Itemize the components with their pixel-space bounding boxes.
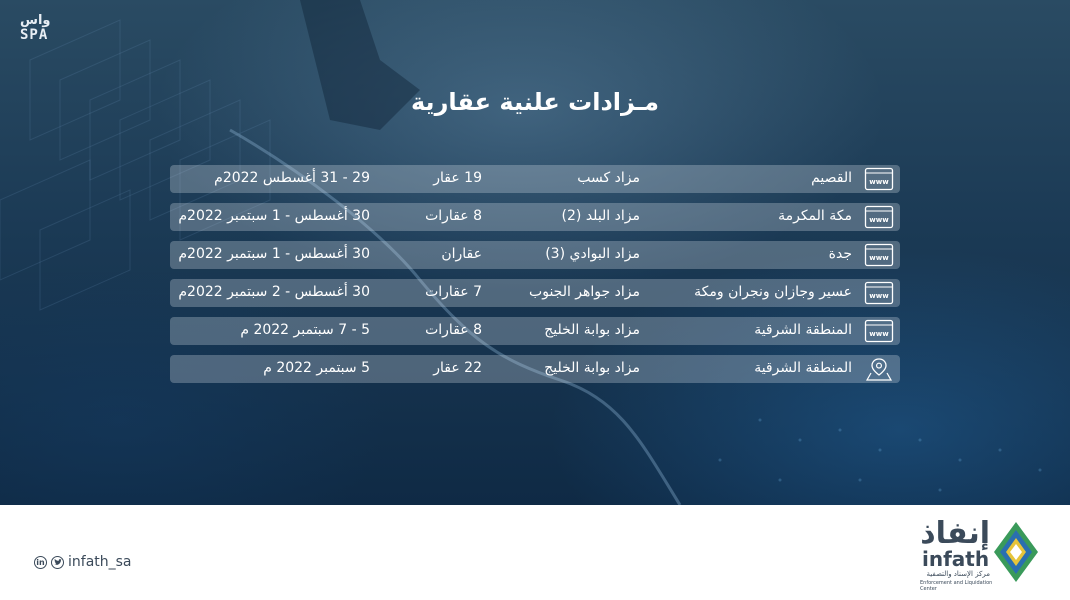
infath-subtitle-arabic: مركز الإسناد والتصفية bbox=[926, 570, 990, 578]
auction-row bbox=[170, 241, 900, 269]
row-dates: 30 أغسطس - 2 سبتمبر 2022م bbox=[178, 284, 370, 300]
row-region: مكة المكرمة bbox=[778, 208, 852, 224]
row-auction-name: مزاد البلد (2) bbox=[561, 208, 640, 224]
row-auction-name: مزاد جواهر الجنوب bbox=[529, 284, 640, 300]
row-auction-name: مزاد بوابة الخليج bbox=[544, 322, 640, 338]
www-icon bbox=[864, 318, 894, 344]
svg-text:www: www bbox=[869, 254, 889, 262]
infath-emblem-icon bbox=[992, 520, 1040, 584]
handle-text[interactable]: infath_sa bbox=[68, 554, 132, 570]
row-region: المنطقة الشرقية bbox=[754, 360, 852, 376]
twitter-icon[interactable] bbox=[51, 556, 64, 569]
www-icon bbox=[864, 242, 894, 268]
social-handle[interactable] bbox=[34, 552, 132, 572]
auction-list bbox=[170, 165, 900, 393]
row-auction-name: مزاد بوابة الخليج bbox=[544, 360, 640, 376]
infath-logo-english: infath bbox=[922, 547, 990, 571]
auction-row bbox=[170, 203, 900, 231]
www-icon bbox=[864, 204, 894, 230]
row-dates: 5 سبتمبر 2022 م bbox=[263, 360, 370, 376]
auction-row bbox=[170, 317, 900, 345]
row-property-count: 8 عقارات bbox=[425, 322, 482, 338]
auction-row bbox=[170, 355, 900, 383]
www-icon bbox=[864, 280, 894, 306]
row-region: المنطقة الشرقية bbox=[754, 322, 852, 338]
row-dates: 30 أغسطس - 1 سبتمبر 2022م bbox=[178, 208, 370, 224]
row-region: القصيم bbox=[811, 170, 852, 186]
infath-subtitle-english: Enforcement and Liquidation Center bbox=[920, 580, 993, 592]
auction-row bbox=[170, 165, 900, 193]
row-region: جدة bbox=[828, 246, 852, 262]
spa-logo bbox=[20, 14, 66, 43]
svg-text:www: www bbox=[869, 216, 889, 224]
row-dates: 5 - 7 سبتمبر 2022 م bbox=[240, 322, 370, 338]
row-auction-name: مزاد البوادي (3) bbox=[545, 246, 640, 262]
row-property-count: 19 عقار bbox=[433, 170, 482, 186]
location-pin-icon bbox=[864, 356, 894, 382]
www-icon bbox=[864, 166, 894, 192]
row-auction-name: مزاد كسب bbox=[577, 170, 640, 186]
row-property-count: 7 عقارات bbox=[425, 284, 482, 300]
row-property-count: 22 عقار bbox=[433, 360, 482, 376]
infath-logo bbox=[920, 518, 1050, 594]
linkedin-icon[interactable]: in bbox=[34, 556, 47, 569]
infath-logo-arabic: إنفاذ bbox=[920, 516, 990, 551]
svg-text:www: www bbox=[869, 178, 889, 186]
row-property-count: 8 عقارات bbox=[425, 208, 482, 224]
row-dates: 30 أغسطس - 1 سبتمبر 2022م bbox=[178, 246, 370, 262]
page-title: مـزادات علنية عقارية bbox=[411, 88, 659, 116]
spa-logo-english: SPA bbox=[20, 27, 49, 43]
spa-logo-arabic: واس bbox=[20, 13, 51, 28]
row-region: عسير وجازان ونجران ومكة bbox=[694, 284, 852, 300]
svg-text:www: www bbox=[869, 292, 889, 300]
svg-text:www: www bbox=[869, 330, 889, 338]
auction-row bbox=[170, 279, 900, 307]
row-property-count: عقاران bbox=[441, 246, 482, 262]
row-dates: 29 - 31 أغسطس 2022م bbox=[214, 170, 370, 186]
